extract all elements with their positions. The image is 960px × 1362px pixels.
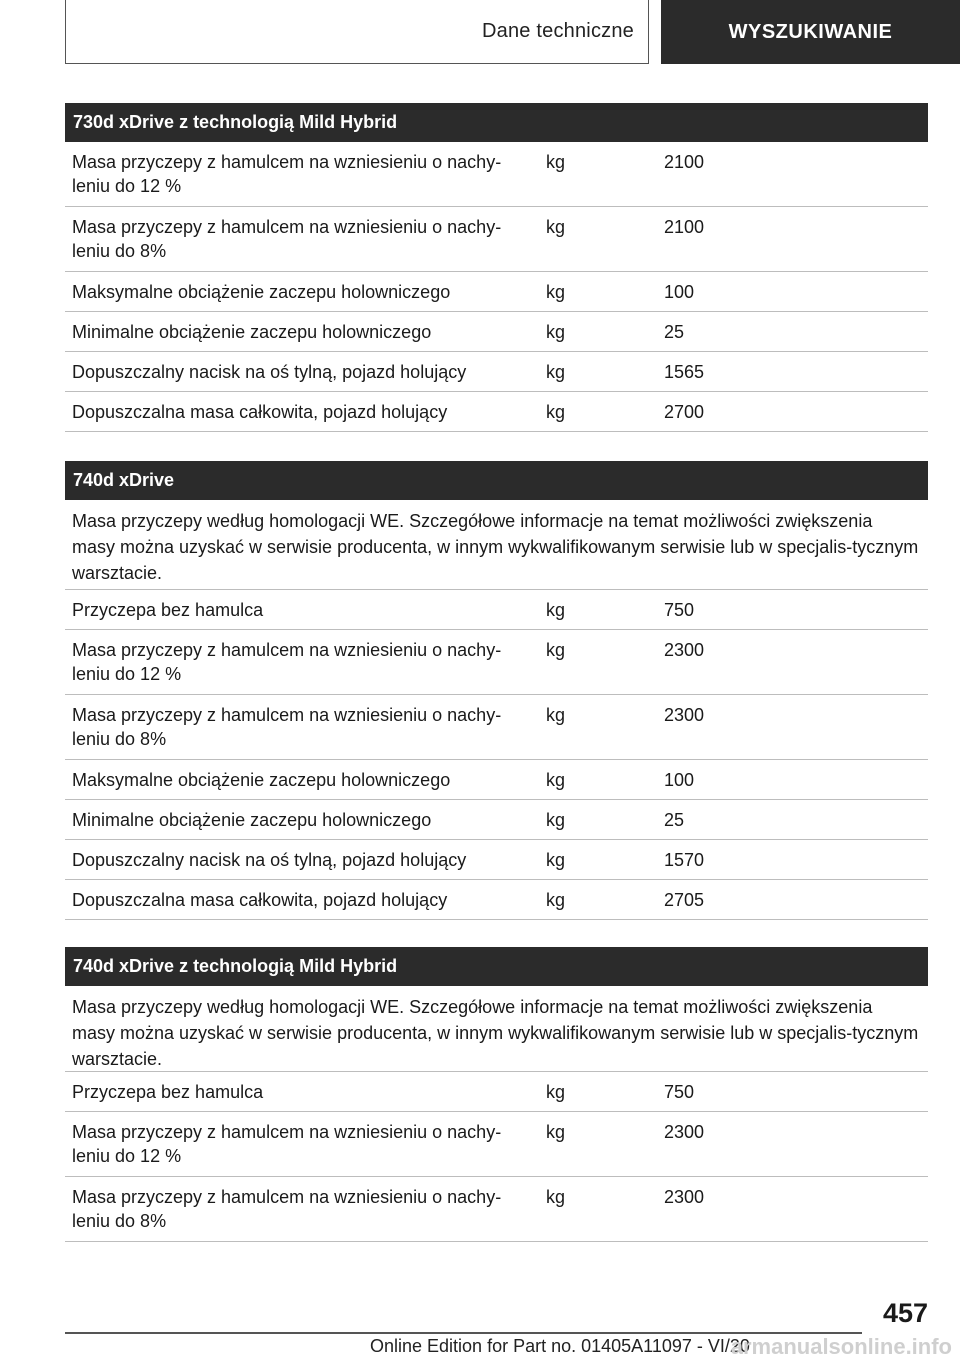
table-row [65, 142, 928, 207]
row-unit: kg [546, 152, 566, 172]
table-row [65, 840, 928, 880]
table-row [65, 695, 928, 760]
row-value: 100 [664, 770, 695, 790]
row-value: 100 [664, 282, 695, 302]
spec-table-740d [65, 461, 928, 920]
row-unit: kg [546, 810, 566, 830]
row-value: 2300 [664, 1122, 705, 1142]
table-row [65, 1112, 928, 1177]
edition-text: Online Edition for Part no. 01405A11097 - VI/20 [370, 1336, 750, 1356]
row-unit: kg [546, 322, 566, 342]
row-label: Masa przyczepy z hamulcem na wzniesieniu o nachy- leniu do 12 % [72, 152, 502, 196]
row-unit: kg [546, 1122, 566, 1142]
table-row [65, 1072, 928, 1112]
table-row [65, 312, 928, 352]
row-unit: kg [546, 282, 566, 302]
table-row [65, 800, 928, 840]
row-unit: kg [546, 402, 566, 422]
section-note: Masa przyczepy według homologacji WE. Szczegółowe informacje na temat możliwości zwiększenia masy można uzyskać w serwisie producenta, w innym wykwalifikowanym serwisie lub w specjalis-tycznym warsztacie. [65, 500, 928, 590]
search-button[interactable] [661, 0, 960, 64]
row-value: 2300 [664, 1187, 705, 1207]
row-label: Minimalne obciążenie zaczepu holowniczego [72, 810, 432, 830]
row-value: 25 [664, 322, 685, 342]
row-value: 750 [664, 1082, 695, 1102]
row-value: 2300 [664, 705, 705, 725]
row-label: Maksymalne obciążenie zaczepu holowniczego [72, 770, 451, 790]
row-label: Dopuszczalny nacisk na oś tylną, pojazd holujący [72, 850, 467, 870]
row-label: Masa przyczepy z hamulcem na wzniesieniu o nachy- leniu do 8% [72, 217, 502, 261]
table-row [65, 880, 928, 920]
table-row [65, 630, 928, 695]
header-section-label: Dane techniczne [482, 20, 634, 42]
row-label: Masa przyczepy z hamulcem na wzniesieniu o nachy- leniu do 12 % [72, 640, 502, 684]
row-label: Masa przyczepy z hamulcem na wzniesieniu o nachy- leniu do 8% [72, 705, 502, 749]
row-unit: kg [546, 217, 566, 237]
section-title: 740d xDrive [65, 461, 928, 500]
row-value: 2300 [664, 640, 705, 660]
table-row [65, 207, 928, 272]
row-label: Dopuszczalna masa całkowita, pojazd holujący [72, 890, 448, 910]
row-unit: kg [546, 890, 566, 910]
section-title: 740d xDrive z technologią Mild Hybrid [65, 947, 928, 986]
row-value: 1570 [664, 850, 705, 870]
table-row [65, 760, 928, 800]
row-label: Minimalne obciążenie zaczepu holowniczego [72, 322, 432, 342]
table-row [65, 1177, 928, 1242]
row-unit: kg [546, 362, 566, 382]
row-label: Dopuszczalny nacisk na oś tylną, pojazd holujący [72, 362, 467, 382]
search-label: WYSZUKIWANIE [728, 20, 893, 43]
row-value: 2100 [664, 152, 705, 172]
header-section-tab[interactable] [65, 0, 649, 64]
page-number: 457 [882, 1298, 928, 1328]
row-unit: kg [546, 770, 566, 790]
table-row [65, 392, 928, 432]
section-title: 730d xDrive z technologią Mild Hybrid [65, 103, 928, 142]
row-label: Dopuszczalna masa całkowita, pojazd holujący [72, 402, 448, 422]
spec-table-730d-mild-hybrid [65, 103, 928, 432]
row-unit: kg [546, 850, 566, 870]
row-label: Przyczepa bez hamulca [72, 600, 264, 620]
watermark: armanualsonline.info [730, 1334, 952, 1359]
row-label: Przyczepa bez hamulca [72, 1082, 264, 1102]
row-unit: kg [546, 600, 566, 620]
row-value: 2705 [664, 890, 705, 910]
spec-table-740d-mild-hybrid [65, 947, 928, 1242]
row-unit: kg [546, 705, 566, 725]
row-label: Masa przyczepy z hamulcem na wzniesieniu o nachy- leniu do 8% [72, 1187, 502, 1231]
table-row [65, 272, 928, 312]
row-value: 25 [664, 810, 685, 830]
row-unit: kg [546, 640, 566, 660]
section-note: Masa przyczepy według homologacji WE. Szczegółowe informacje na temat możliwości zwiększenia masy można uzyskać w serwisie producenta, w innym wykwalifikowanym serwisie lub w specjalis-tycznym warsztacie. [65, 986, 928, 1072]
row-unit: kg [546, 1082, 566, 1102]
table-row [65, 352, 928, 392]
row-label: Maksymalne obciążenie zaczepu holowniczego [72, 282, 451, 302]
row-unit: kg [546, 1187, 566, 1207]
row-value: 750 [664, 600, 695, 620]
row-label: Masa przyczepy z hamulcem na wzniesieniu o nachy- leniu do 12 % [72, 1122, 502, 1166]
table-row [65, 590, 928, 630]
row-value: 2100 [664, 217, 705, 237]
row-value: 2700 [664, 402, 705, 422]
row-value: 1565 [664, 362, 705, 382]
